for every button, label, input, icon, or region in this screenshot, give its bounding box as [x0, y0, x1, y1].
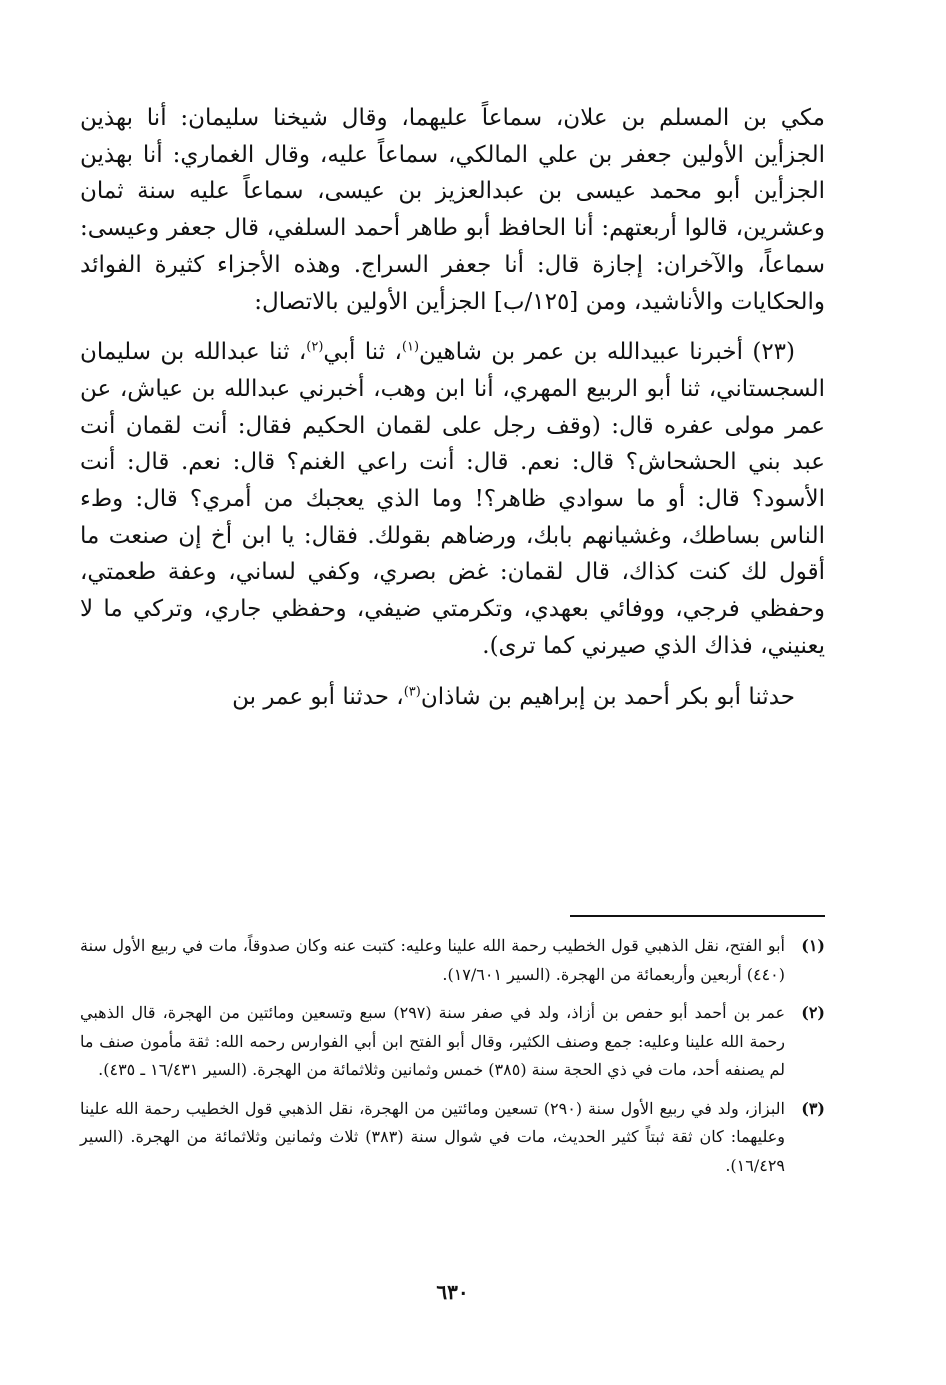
- paragraph-text: (٢٣) أخبرنا عبيدالله بن عمر بن شاهين: [419, 339, 796, 366]
- footnote-item: [80, 999, 825, 1085]
- paragraph-isnad-continuation: [80, 100, 825, 320]
- paragraph-isnad-next: [80, 679, 825, 716]
- paragraph-text: ، ثنا أبي: [323, 339, 402, 366]
- main-text: [80, 100, 825, 715]
- footnote-text: عمر بن أحمد أبو حفص بن أزاذ، ولد في صفر سنة (٢٩٧) سبع وتسعين ومائتين من الهجرة، قال الذهبي رحمة الله علينا وعليه: جمع وصنف الكثير، وقال أبو الفتح ابن أبي الفوارس رحمه الله: ثقة مأمون صنف ما لم يصنفه أحد، مات في ذي الحجة سنة (٣٨٥) خمس وثمانين وثلاثمائة من الهجرة. (السير ١٦/٤٣١ ـ ٤٣٥).: [80, 1003, 785, 1079]
- footnote-separator: [570, 915, 825, 917]
- paragraph-text: ، ثنا عبدالله بن سليمان السجستاني، ثنا أبو الربيع المهري، أنا ابن وهب، أخبرني عبدالله بن عياش، عن عمر مولى عفره قال: (وقف رجل على لقمان الحكيم فقال: أنت لقمان أنت عبد بني الحشحاش؟ قال: نعم. قال: أنت راعي الغنم؟ قال: نعم. قال: أنت الأسود؟ قال: أو ما سوادي ظاهر؟! وما الذي يعجبك من أمري؟ قال: وطء الناس بساطك، وغشيانهم بابك، ورضاهم بقولك. فقال: يا ابن أخ إن صنعت ما أقول لك كنت كذاك، قال لقمان: غض بصري، وكفي لساني، وعفة طعمتي، وحفظي فرجي، ووفائي بعهدي، وتكرمتي ضيفي، وحفظي جاري، وتركي ما لا يعنيني، فذاك الذي صيرني كما ترى).: [80, 339, 825, 659]
- book-page: [80, 100, 825, 1340]
- footnotes: [80, 932, 825, 1190]
- footnote-text: البزاز، ولد في ربيع الأول سنة (٢٩٠) تسعين ومائتين من الهجرة، نقل الذهبي قول الخطيب رحمة الله علينا وعليهما: كان ثقة ثبتاً كثير الحديث، مات في شوال سنة (٣٨٣) ثلاث وثمانين وثلاثمائة من الهجرة. (السير ١٦/٤٢٩).: [80, 1098, 786, 1175]
- paragraph-hadith-23: [80, 334, 825, 664]
- page-number: ٦٣٠: [436, 1280, 469, 1304]
- footnote-number: (٣): [801, 1098, 825, 1118]
- paragraph-text: مكي بن المسلم بن علان، سماعاً عليهما، وقال شيخنا سليمان: أنا بهذين الجزأين الأولين جعفر بن علي المالكي، سماعاً عليه، وقال الغماري: أنا بهذين الجزأين أبو محمد عيسى بن عبدالعزيز بن عيسى، سماعاً عليه سنة ثمان وعشرين، قالوا أربعتهم: أنا الحافظ أبو طاهر أحمد السلفي، قال جعفر وعيسى: سماعاً، والآخران: إجازة قال: أنا جعفر السراج. وهذه الأجزاء كثيرة الفوائد والحكايات والأناشيد، ومن [١٢٥/ب] الجزأين الأولين بالاتصال:: [80, 105, 825, 315]
- footnote-text: أبو الفتح، نقل الذهبي قول الخطيب رحمة الله علينا وعليه: كتبت عنه وكان صدوقاً، مات في ربيع الأول سنة (٤٤٠) أربعين وأربعمائة من الهجرة. (السير ١٧/٦٠١).: [80, 936, 785, 984]
- footnote-ref: (١): [401, 339, 420, 355]
- footnote-number: (١): [801, 936, 825, 955]
- footnote-item: [80, 932, 825, 989]
- paragraph-text: حدثنا أبو بكر أحمد بن إبراهيم بن شاذان: [420, 683, 795, 710]
- footnote-item: [80, 1095, 825, 1181]
- footnote-number: (٢): [801, 1003, 825, 1022]
- paragraph-text: ، حدثنا أبو عمر بن: [232, 683, 404, 710]
- footnote-ref: (٢): [306, 339, 324, 355]
- footnote-ref: (٣): [403, 683, 421, 699]
